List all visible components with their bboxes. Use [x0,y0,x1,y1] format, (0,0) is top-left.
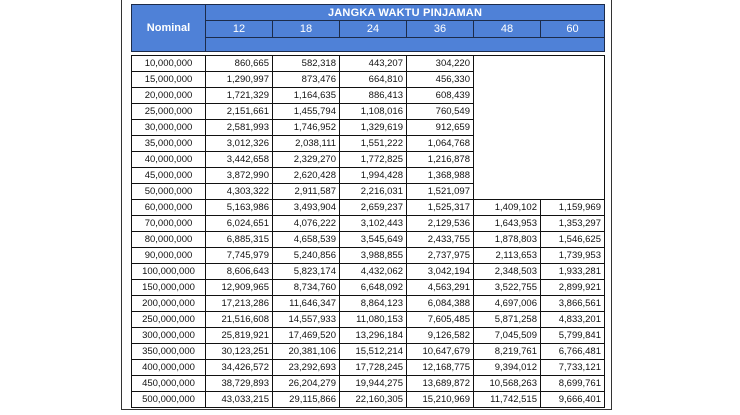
installment-cell: 1,643,953 [474,216,541,232]
installment-cell: 3,545,649 [340,232,407,248]
installment-cell: 1,551,222 [340,136,407,152]
installment-cell: 29,115,866 [273,392,340,408]
nominal-cell: 150,000,000 [132,280,206,296]
installment-cell: 1,521,097 [407,184,474,200]
installment-cell: 2,329,270 [273,152,340,168]
installment-cell: 19,944,275 [340,376,407,392]
installment-cell: 6,024,651 [206,216,273,232]
installment-cell: 1,064,768 [407,136,474,152]
installment-cell: 3,866,561 [541,296,605,312]
nominal-cell: 20,000,000 [132,88,206,104]
installment-cell: 5,871,258 [474,312,541,328]
table-row [132,200,605,216]
nominal-cell: 450,000,000 [132,376,206,392]
installment-cell: 8,606,643 [206,264,273,280]
installment-cell: 15,210,969 [407,392,474,408]
installment-cell: 11,742,515 [474,392,541,408]
table-row [132,56,605,72]
month-header-18: 18 [273,21,340,37]
nominal-cell: 45,000,000 [132,168,206,184]
nominal-cell: 60,000,000 [132,200,206,216]
table-row [132,232,605,248]
nominal-cell: 35,000,000 [132,136,206,152]
installment-cell: 12,909,965 [206,280,273,296]
installment-cell: 4,076,222 [273,216,340,232]
empty-block [474,56,605,200]
installment-cell: 1,739,953 [541,248,605,264]
installment-cell: 6,084,388 [407,296,474,312]
installment-cell: 2,737,975 [407,248,474,264]
installment-cell: 17,728,245 [340,360,407,376]
installment-cell: 8,219,761 [474,344,541,360]
installment-cell: 2,216,031 [340,184,407,200]
installment-cell: 2,581,993 [206,120,273,136]
installment-cell: 8,864,123 [340,296,407,312]
installment-cell: 456,330 [407,72,474,88]
installment-cell: 25,819,921 [206,328,273,344]
installment-cell: 4,563,291 [407,280,474,296]
installment-cell: 2,348,503 [474,264,541,280]
installment-cell: 1,746,952 [273,120,340,136]
installment-cell: 12,168,775 [407,360,474,376]
installment-cell: 34,426,572 [206,360,273,376]
installment-cell: 9,666,401 [541,392,605,408]
installment-cell: 11,646,347 [273,296,340,312]
installment-cell: 6,885,315 [206,232,273,248]
installment-cell: 3,042,194 [407,264,474,280]
loan-term-header: JANGKA WAKTU PINJAMAN [206,5,605,21]
installment-cell: 1,368,988 [407,168,474,184]
installment-cell: 2,911,587 [273,184,340,200]
installment-cell: 608,439 [407,88,474,104]
installment-cell: 1,933,281 [541,264,605,280]
table-row [132,216,605,232]
installment-cell: 760,549 [407,104,474,120]
installment-cell: 5,799,841 [541,328,605,344]
installment-cell: 1,159,969 [541,200,605,216]
installment-cell: 11,080,153 [340,312,407,328]
table-row [132,280,605,296]
installment-cell: 582,318 [273,56,340,72]
nominal-header: Nominal [132,5,206,52]
installment-cell: 860,665 [206,56,273,72]
table-header [131,4,605,52]
table-row [132,376,605,392]
installment-cell: 1,353,297 [541,216,605,232]
installment-cell: 3,493,904 [273,200,340,216]
installment-cell: 10,568,263 [474,376,541,392]
installment-cell: 17,469,520 [273,328,340,344]
installment-cell: 2,659,237 [340,200,407,216]
nominal-cell: 350,000,000 [132,344,206,360]
table-row [132,248,605,264]
installment-cell: 30,123,251 [206,344,273,360]
nominal-cell: 70,000,000 [132,216,206,232]
installment-cell: 43,033,215 [206,392,273,408]
installment-cell: 2,038,111 [273,136,340,152]
installment-cell: 4,658,539 [273,232,340,248]
installment-cell: 1,409,102 [474,200,541,216]
installment-cell: 1,721,329 [206,88,273,104]
installment-cell: 2,129,536 [407,216,474,232]
installment-cell: 1,525,317 [407,200,474,216]
nominal-cell: 500,000,000 [132,392,206,408]
installment-cell: 5,823,174 [273,264,340,280]
header-spacer [206,37,605,51]
table-row [132,296,605,312]
installment-cell: 8,734,760 [273,280,340,296]
nominal-cell: 300,000,000 [132,328,206,344]
nominal-cell: 200,000,000 [132,296,206,312]
installment-cell: 8,699,761 [541,376,605,392]
installment-cell: 7,733,121 [541,360,605,376]
installment-cell: 1,994,428 [340,168,407,184]
nominal-cell: 100,000,000 [132,264,206,280]
installment-cell: 873,476 [273,72,340,88]
installment-cell: 7,605,485 [407,312,474,328]
table-row [132,360,605,376]
installment-cell: 1,164,635 [273,88,340,104]
table-row [132,312,605,328]
nominal-cell: 25,000,000 [132,104,206,120]
nominal-cell: 10,000,000 [132,56,206,72]
installment-cell: 22,160,305 [340,392,407,408]
installment-cell: 886,413 [340,88,407,104]
installment-cell: 4,697,006 [474,296,541,312]
installment-cell: 13,689,872 [407,376,474,392]
installment-cell: 2,151,661 [206,104,273,120]
nominal-cell: 30,000,000 [132,120,206,136]
table-row [132,392,605,408]
installment-cell: 2,899,921 [541,280,605,296]
installment-cell: 1,108,016 [340,104,407,120]
table-row [132,264,605,280]
nominal-cell: 50,000,000 [132,184,206,200]
installment-cell: 6,766,481 [541,344,605,360]
installment-cell: 4,303,322 [206,184,273,200]
installment-cell: 2,113,653 [474,248,541,264]
installment-cell: 1,455,794 [273,104,340,120]
nominal-cell: 250,000,000 [132,312,206,328]
installment-cell: 664,810 [340,72,407,88]
installment-cell: 14,557,933 [273,312,340,328]
month-header-60: 60 [541,21,605,37]
installment-cell: 7,045,509 [474,328,541,344]
installment-cell: 10,647,679 [407,344,474,360]
installment-cell: 9,394,012 [474,360,541,376]
installment-cell: 3,102,443 [340,216,407,232]
table-row [132,344,605,360]
installment-cell: 5,163,986 [206,200,273,216]
installment-cell: 4,833,201 [541,312,605,328]
installment-cell: 3,012,326 [206,136,273,152]
nominal-cell: 400,000,000 [132,360,206,376]
month-header-48: 48 [474,21,541,37]
installment-cell: 1,878,803 [474,232,541,248]
installment-cell: 912,659 [407,120,474,136]
installment-cell: 4,432,062 [340,264,407,280]
table-row [132,328,605,344]
installment-cell: 15,512,214 [340,344,407,360]
installment-cell: 3,442,658 [206,152,273,168]
month-header-24: 24 [340,21,407,37]
installment-cell: 2,433,755 [407,232,474,248]
nominal-cell: 80,000,000 [132,232,206,248]
installment-cell: 21,516,608 [206,312,273,328]
installment-cell: 38,729,893 [206,376,273,392]
installment-cell: 3,522,755 [474,280,541,296]
installment-cell: 3,988,855 [340,248,407,264]
installment-cell: 1,546,625 [541,232,605,248]
nominal-cell: 90,000,000 [132,248,206,264]
installment-cell: 3,872,990 [206,168,273,184]
month-header-36: 36 [407,21,474,37]
installment-cell: 20,381,106 [273,344,340,360]
installment-cell: 5,240,856 [273,248,340,264]
installment-cell: 1,216,878 [407,152,474,168]
nominal-cell: 40,000,000 [132,152,206,168]
installment-cell: 1,290,997 [206,72,273,88]
installment-cell: 2,620,428 [273,168,340,184]
installment-cell: 1,772,825 [340,152,407,168]
installment-cell: 443,207 [340,56,407,72]
installment-cell: 23,292,693 [273,360,340,376]
installment-cell: 7,745,979 [206,248,273,264]
month-header-12: 12 [206,21,273,37]
installment-cell: 26,204,279 [273,376,340,392]
installment-table [131,55,605,408]
installment-cell: 6,648,092 [340,280,407,296]
installment-cell: 9,126,582 [407,328,474,344]
installment-cell: 304,220 [407,56,474,72]
installment-cell: 17,213,286 [206,296,273,312]
installment-cell: 13,296,184 [340,328,407,344]
nominal-cell: 15,000,000 [132,72,206,88]
installment-cell: 1,329,619 [340,120,407,136]
